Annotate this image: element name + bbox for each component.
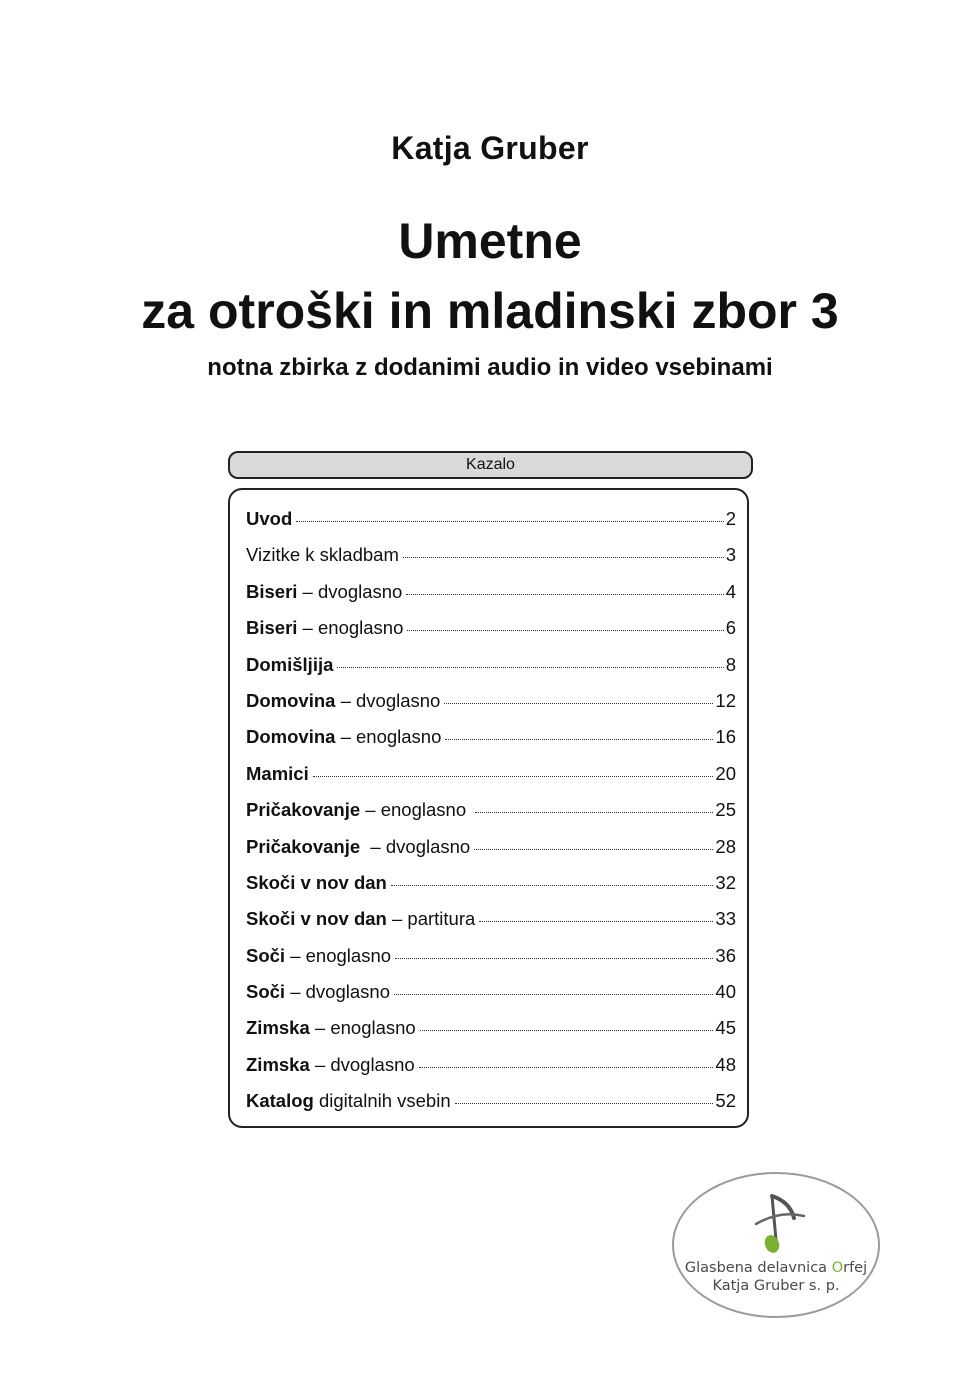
toc-entry[interactable] [246,868,736,904]
toc-dot-leader [337,666,723,668]
toc-entry-title [246,759,309,789]
toc-entry-page-number: 12 [715,689,736,711]
toc-entry-title-rest: digitalnih vsebin [313,1090,451,1112]
logo-notehead [762,1233,781,1255]
toc-dot-leader [395,957,713,959]
toc-entry[interactable] [246,613,736,649]
toc-entry-page-number: 40 [715,981,736,1003]
toc-entry-title-bold: Pričakovanje [246,799,361,821]
toc-entry-title-rest: – dvoglasno [335,689,441,711]
toc-entry-title-rest: Vizitke k skladbam [246,544,399,566]
toc-entry-title-bold: Pričakovanje [246,835,361,857]
toc-entry-title [246,540,399,570]
toc-entry-page-number: 3 [725,544,736,566]
toc-entry-title-bold: Uvod [246,508,293,529]
toc-entry-page-number: 45 [715,1017,736,1039]
toc-dot-leader [403,556,724,558]
toc-entry-title-rest: – enoglasno [360,799,472,821]
toc-dot-leader [394,993,713,995]
publisher-logo [672,1172,880,1318]
toc-entry-page-number: 32 [715,871,736,893]
toc-list [246,504,736,1123]
toc-dot-leader [455,1102,714,1104]
toc-entry-page-number: 28 [715,835,736,857]
toc-entry-title-bold: Domovina [246,726,336,748]
toc-entry-page-number: 20 [715,762,736,784]
toc-entry[interactable] [246,941,736,977]
toc-entry-title [246,904,475,934]
toc-entry-title-rest: – dvoglasno [285,981,390,1003]
toc-dot-leader [391,884,714,886]
title-line-2: za otroški in mladinski zbor 3 [141,283,839,339]
toc-entry-title-bold: Zimska [246,1017,310,1039]
toc-entry[interactable] [246,795,736,831]
toc-box [228,488,749,1128]
toc-dot-leader [296,520,723,522]
toc-dot-leader [474,848,713,850]
toc-entry-title-bold: Biseri [246,617,298,639]
toc-entry-page-number: 6 [725,617,736,639]
toc-entry-title-bold: Mamici [246,762,309,784]
toc-entry-title [246,722,441,752]
toc-entry-title-bold: Skoči v nov dan [246,908,387,930]
toc-entry-title-bold: Skoči v nov dan [246,871,387,893]
toc-entry-title [246,832,470,862]
toc-entry[interactable] [246,722,736,758]
toc-entry-page-number: 2 [725,508,736,529]
toc-entry-title-rest: – enoglasno [335,726,442,748]
logo-line-1: Glasbena delavnica Orfej [684,1260,868,1276]
logo-line-2: Katja Gruber s. p. [712,1278,840,1294]
toc-entry[interactable] [246,759,736,795]
toc-entry-title-rest: – enoglasno [297,617,404,639]
toc-entry-title [246,941,391,971]
toc-entry[interactable] [246,686,736,722]
toc-dot-leader [419,1066,714,1068]
toc-entry-page-number: 36 [715,944,736,966]
toc-dot-leader [479,920,713,922]
toc-entry-page-number: 25 [715,799,736,821]
toc-entry[interactable] [246,1086,736,1122]
toc-entry[interactable] [246,1013,736,1049]
toc-entry-title-rest: – dvoglasno [309,1053,415,1075]
toc-dot-leader [444,702,713,704]
toc-entry-title-rest: – dvoglasno [360,835,471,857]
toc-entry[interactable] [246,832,736,868]
toc-entry-title-bold: Domišljija [246,653,334,675]
toc-entry-title [246,577,402,607]
toc-entry-title [246,613,403,643]
title-line-1: Umetne [398,213,582,269]
toc-entry-page-number: 8 [725,653,736,675]
toc-entry-title [246,1050,415,1080]
toc-entry-title [246,1013,416,1043]
toc-entry-title-bold: Zimska [246,1053,310,1075]
toc-entry[interactable] [246,904,736,940]
toc-entry-title-rest: – enoglasno [309,1017,416,1039]
subtitle: notna zbirka z dodanimi audio in video vsebinami [207,354,773,381]
toc-entry-title-rest: – enoglasno [285,944,392,966]
logo-swoosh [756,1214,804,1224]
toc-entry-title [246,504,292,534]
toc-entry-page-number: 16 [715,726,736,748]
toc-entry-title [246,1086,451,1116]
toc-entry[interactable] [246,504,736,540]
toc-entry-title-rest: – dvoglasno [297,580,403,602]
toc-entry[interactable] [246,540,736,576]
toc-entry-title-rest: – partitura [386,908,476,930]
toc-dot-leader [407,629,723,631]
toc-dot-leader [475,811,713,813]
toc-dot-leader [406,593,723,595]
toc-entry-title-bold: Domovina [246,689,336,711]
toc-entry[interactable] [246,1050,736,1086]
toc-entry-title-bold: Soči [246,981,286,1003]
toc-entry-title [246,977,390,1007]
toc-dot-leader [313,775,714,777]
toc-entry-page-number: 33 [715,908,736,930]
toc-entry-page-number: 48 [715,1053,736,1075]
toc-entry-title-bold: Soči [246,944,286,966]
toc-entry-page-number: 4 [725,580,736,602]
toc-entry-title-bold: Katalog [246,1090,314,1112]
toc-dot-leader [445,738,713,740]
toc-entry-page-number: 52 [715,1090,736,1112]
toc-entry-title [246,795,471,825]
toc-entry[interactable] [246,577,736,613]
toc-entry[interactable] [246,650,736,686]
toc-dot-leader [420,1029,714,1031]
toc-entry[interactable] [246,977,736,1013]
toc-header: Kazalo [228,451,753,479]
author-name: Katja Gruber [391,130,589,166]
toc-entry-title [246,868,387,898]
logo-accent-letter: O [831,1260,844,1276]
toc-entry-title [246,650,333,680]
toc-entry-title-bold: Biseri [246,580,298,602]
music-note-logo-icon [750,1188,810,1258]
toc-entry-title [246,686,440,716]
